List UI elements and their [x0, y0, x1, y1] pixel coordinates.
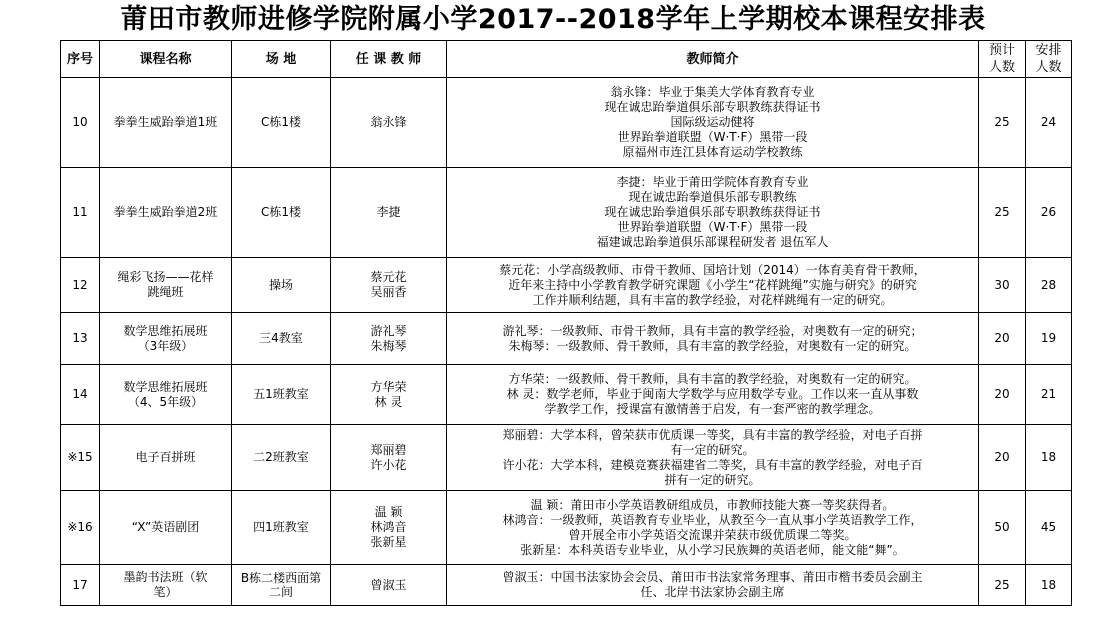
- teacher-intro: [447, 258, 979, 313]
- location: 四1班教室: [232, 491, 331, 565]
- location: B栋二楼西面第二间: [232, 565, 331, 606]
- course-name-line: 电子百拼班: [135, 450, 196, 464]
- teacher-intro-line: 游礼琴：一级教师、市骨干教师，具有丰富的教学经验，对奥数有一定的研究；: [502, 323, 923, 338]
- arranged-count: 19: [1026, 313, 1072, 365]
- row-number: ※15: [61, 425, 100, 491]
- header-course: 课程名称: [100, 41, 232, 78]
- teacher-name: 温 颖: [374, 505, 403, 519]
- teacher-intro-line: 林 灵：数学老师，毕业于闽南大学数学与应用数学专业。工作以来一直从事数: [506, 387, 919, 401]
- teacher-intro-line: 林鸿音：一级教师，英语教育专业毕业，从教至今一直从事小学英语教学工作，: [502, 512, 923, 527]
- teacher-name: 林鸿音: [370, 520, 407, 534]
- course-name-line: 绳彩飞扬——花样: [117, 270, 214, 284]
- teacher-name: 朱梅琴: [370, 338, 407, 353]
- course-name-line: 跳绳班: [147, 285, 184, 299]
- arranged-count: 18: [1026, 425, 1072, 491]
- teacher-intro-line: 世界跆拳道联盟（W·T·F）黑带一段: [617, 130, 808, 144]
- teacher-intro: [447, 491, 979, 565]
- arranged-count: 24: [1026, 78, 1072, 168]
- teacher-name: 游礼琴: [370, 323, 407, 338]
- row-number: 12: [61, 258, 100, 313]
- planned-count: 20: [979, 365, 1026, 425]
- teacher-names: [331, 78, 447, 168]
- teacher-intro-line: 曾淑玉：中国书法家协会会员、莆田市书法家常务理事、莆田市楷书委员会副主: [502, 570, 923, 584]
- row-number: 13: [61, 313, 100, 365]
- header-arranged-line: 安排: [1035, 43, 1062, 58]
- planned-count: 25: [979, 78, 1026, 168]
- course-name-line: （3年级）: [137, 338, 194, 353]
- row-number: 14: [61, 365, 100, 425]
- header-arranged: [1026, 41, 1072, 78]
- row-number: 11: [61, 168, 100, 258]
- teacher-intro: [447, 313, 979, 365]
- teacher-name: 方华荣: [370, 379, 407, 394]
- course-name-line: 数学思维拓展班: [123, 323, 208, 338]
- row-number: ※16: [61, 491, 100, 565]
- teacher-intro-line: 现在诚忠跆拳道俱乐部专职教练: [628, 190, 797, 204]
- header-location: 场 地: [232, 41, 331, 78]
- course-name-line: 拳拳生威跆拳道2班: [113, 205, 218, 219]
- table-row: [61, 168, 1072, 258]
- course-name-line: “X”英语剧团: [131, 520, 200, 534]
- planned-count: 25: [979, 168, 1026, 258]
- teacher-intro-line: 任、北岸书法家协会副主席: [640, 585, 785, 599]
- table-row: [61, 258, 1072, 313]
- teacher-intro-line: 世界跆拳道联盟（W·T·F）黑带一段: [617, 220, 808, 234]
- teacher-names: [331, 425, 447, 491]
- arranged-count: 26: [1026, 168, 1072, 258]
- teacher-names: [331, 168, 447, 258]
- table-row: [61, 565, 1072, 606]
- teacher-intro-line: 现在诚忠跆拳道俱乐部专职教练获得证书: [604, 100, 821, 114]
- teacher-intro-line: 近年来主持中小学教育教学研究课题《小学生“花样跳绳”实施与研究》的研究: [508, 277, 917, 292]
- table-body: [61, 78, 1072, 606]
- teacher-name: 吴丽香: [370, 285, 407, 299]
- teacher-intro-line: 张新星：本科英语专业毕业，从小学习民族舞的英语老师，能文能“舞”。: [520, 542, 905, 557]
- teacher-names: [331, 258, 447, 313]
- table-row: [61, 425, 1072, 491]
- row-number: 10: [61, 78, 100, 168]
- teacher-intro-line: 现在诚忠跆拳道俱乐部专职教练获得证书: [604, 205, 821, 219]
- header-arranged-line: 人数: [1035, 60, 1062, 75]
- row-number: 17: [61, 565, 100, 606]
- table-row: [61, 78, 1072, 168]
- course-name-line: 笔）: [153, 585, 178, 599]
- teacher-intro-line: 郑丽碧：大学本科，曾荣获市优质课一等奖，具有丰富的教学经验，对电子百拼: [502, 427, 923, 442]
- teacher-name: 郑丽碧: [370, 442, 407, 457]
- course-name-line: （4、5年级）: [127, 394, 204, 409]
- planned-count: 20: [979, 313, 1026, 365]
- header-teacher: 任 课 教 师: [331, 41, 447, 78]
- planned-count: 30: [979, 258, 1026, 313]
- teacher-intro-line: 朱梅琴：一级教师、骨干教师，具有丰富的教学经验，对奥数有一定的研究。: [508, 338, 917, 353]
- location: 二2班教室: [232, 425, 331, 491]
- teacher-name: 张新星: [370, 535, 407, 549]
- header-no: 序号: [61, 41, 100, 78]
- teacher-name: 曾淑玉: [370, 577, 407, 592]
- course-name-line: 拳拳生威跆拳道1班: [113, 115, 218, 129]
- teacher-intro-line: 蔡元花：小学高级教师、市骨干教师、国培计划（2014）一体育美育骨干教师，: [499, 262, 926, 277]
- course-name: [100, 565, 232, 606]
- teacher-intro-line: 原福州市连江县体育运动学校教练: [622, 145, 803, 159]
- teacher-intro: [447, 425, 979, 491]
- arranged-count: 21: [1026, 365, 1072, 425]
- teacher-intro-line: 福建诚忠跆拳道俱乐部课程研发者 退伍军人: [596, 235, 829, 249]
- teacher-name: 林 灵: [374, 394, 403, 409]
- course-name: [100, 313, 232, 365]
- table-row: [61, 365, 1072, 425]
- planned-count: 50: [979, 491, 1026, 565]
- course-name: [100, 365, 232, 425]
- planned-count: 25: [979, 565, 1026, 606]
- teacher-intro: [447, 565, 979, 606]
- teacher-intro-line: 国际级运动健将: [670, 115, 755, 129]
- header-planned-line: 预计: [988, 43, 1015, 58]
- location: C栋1楼: [232, 168, 331, 258]
- header-intro: 教师简介: [447, 41, 979, 78]
- course-name: [100, 491, 232, 565]
- teacher-intro-line: 学教学工作，授课富有激情善于启发，有一套严密的教学理念。: [544, 402, 881, 416]
- teacher-intro-line: 许小花：大学本科，建模竞赛获福建省二等奖，具有丰富的教学经验，对电子百: [502, 457, 923, 472]
- teacher-names: [331, 491, 447, 565]
- page-title: 莆田市教师进修学院附属小学2017--2018学年上学期校本课程安排表: [120, 4, 986, 35]
- teacher-intro-line: 温 颖：莆田市小学英语教研组成员，市教师技能大赛一等奖获得者。: [530, 497, 895, 512]
- teacher-names: [331, 365, 447, 425]
- header-planned-line: 人数: [988, 60, 1015, 75]
- teacher-intro-line: 拼有一定的研究。: [664, 472, 761, 487]
- course-schedule-table: [60, 40, 1072, 606]
- course-name: [100, 425, 232, 491]
- course-name: [100, 168, 232, 258]
- teacher-intro: [447, 365, 979, 425]
- teacher-name: 蔡元花: [370, 270, 407, 284]
- location: 操场: [232, 258, 331, 313]
- teacher-names: [331, 565, 447, 606]
- teacher-intro: [447, 168, 979, 258]
- teacher-intro-line: 有一定的研究。: [670, 442, 755, 457]
- location: 三4教室: [232, 313, 331, 365]
- arranged-count: 18: [1026, 565, 1072, 606]
- teacher-intro-line: 曾开展全市小学英语交流课并荣获市级优质课二等奖。: [568, 527, 857, 542]
- teacher-name: 许小花: [370, 457, 407, 472]
- teacher-names: [331, 313, 447, 365]
- table-row: [61, 491, 1072, 565]
- teacher-intro: [447, 78, 979, 168]
- location: 五1班教室: [232, 365, 331, 425]
- teacher-intro-line: 方华荣：一级教师、骨干教师，具有丰富的教学经验，对奥数有一定的研究。: [508, 372, 917, 386]
- teacher-name: 李捷: [376, 205, 401, 219]
- planned-count: 20: [979, 425, 1026, 491]
- header-row: [61, 41, 1072, 78]
- course-name-line: 墨韵书法班（软: [123, 570, 208, 584]
- course-name: [100, 258, 232, 313]
- arranged-count: 45: [1026, 491, 1072, 565]
- teacher-intro-line: 翁永锋：毕业于集美大学体育教育专业: [610, 85, 815, 99]
- teacher-intro-line: 工作并顺利结题，具有丰富的教学经验，对花样跳绳有一定的研究。: [532, 292, 893, 307]
- arranged-count: 28: [1026, 258, 1072, 313]
- course-name-line: 数学思维拓展班: [123, 379, 208, 394]
- course-name: [100, 78, 232, 168]
- location: C栋1楼: [232, 78, 331, 168]
- teacher-intro-line: 李捷：毕业于莆田学院体育教育专业: [616, 175, 809, 189]
- table-row: [61, 313, 1072, 365]
- header-planned: [979, 41, 1026, 78]
- teacher-name: 翁永锋: [370, 115, 407, 129]
